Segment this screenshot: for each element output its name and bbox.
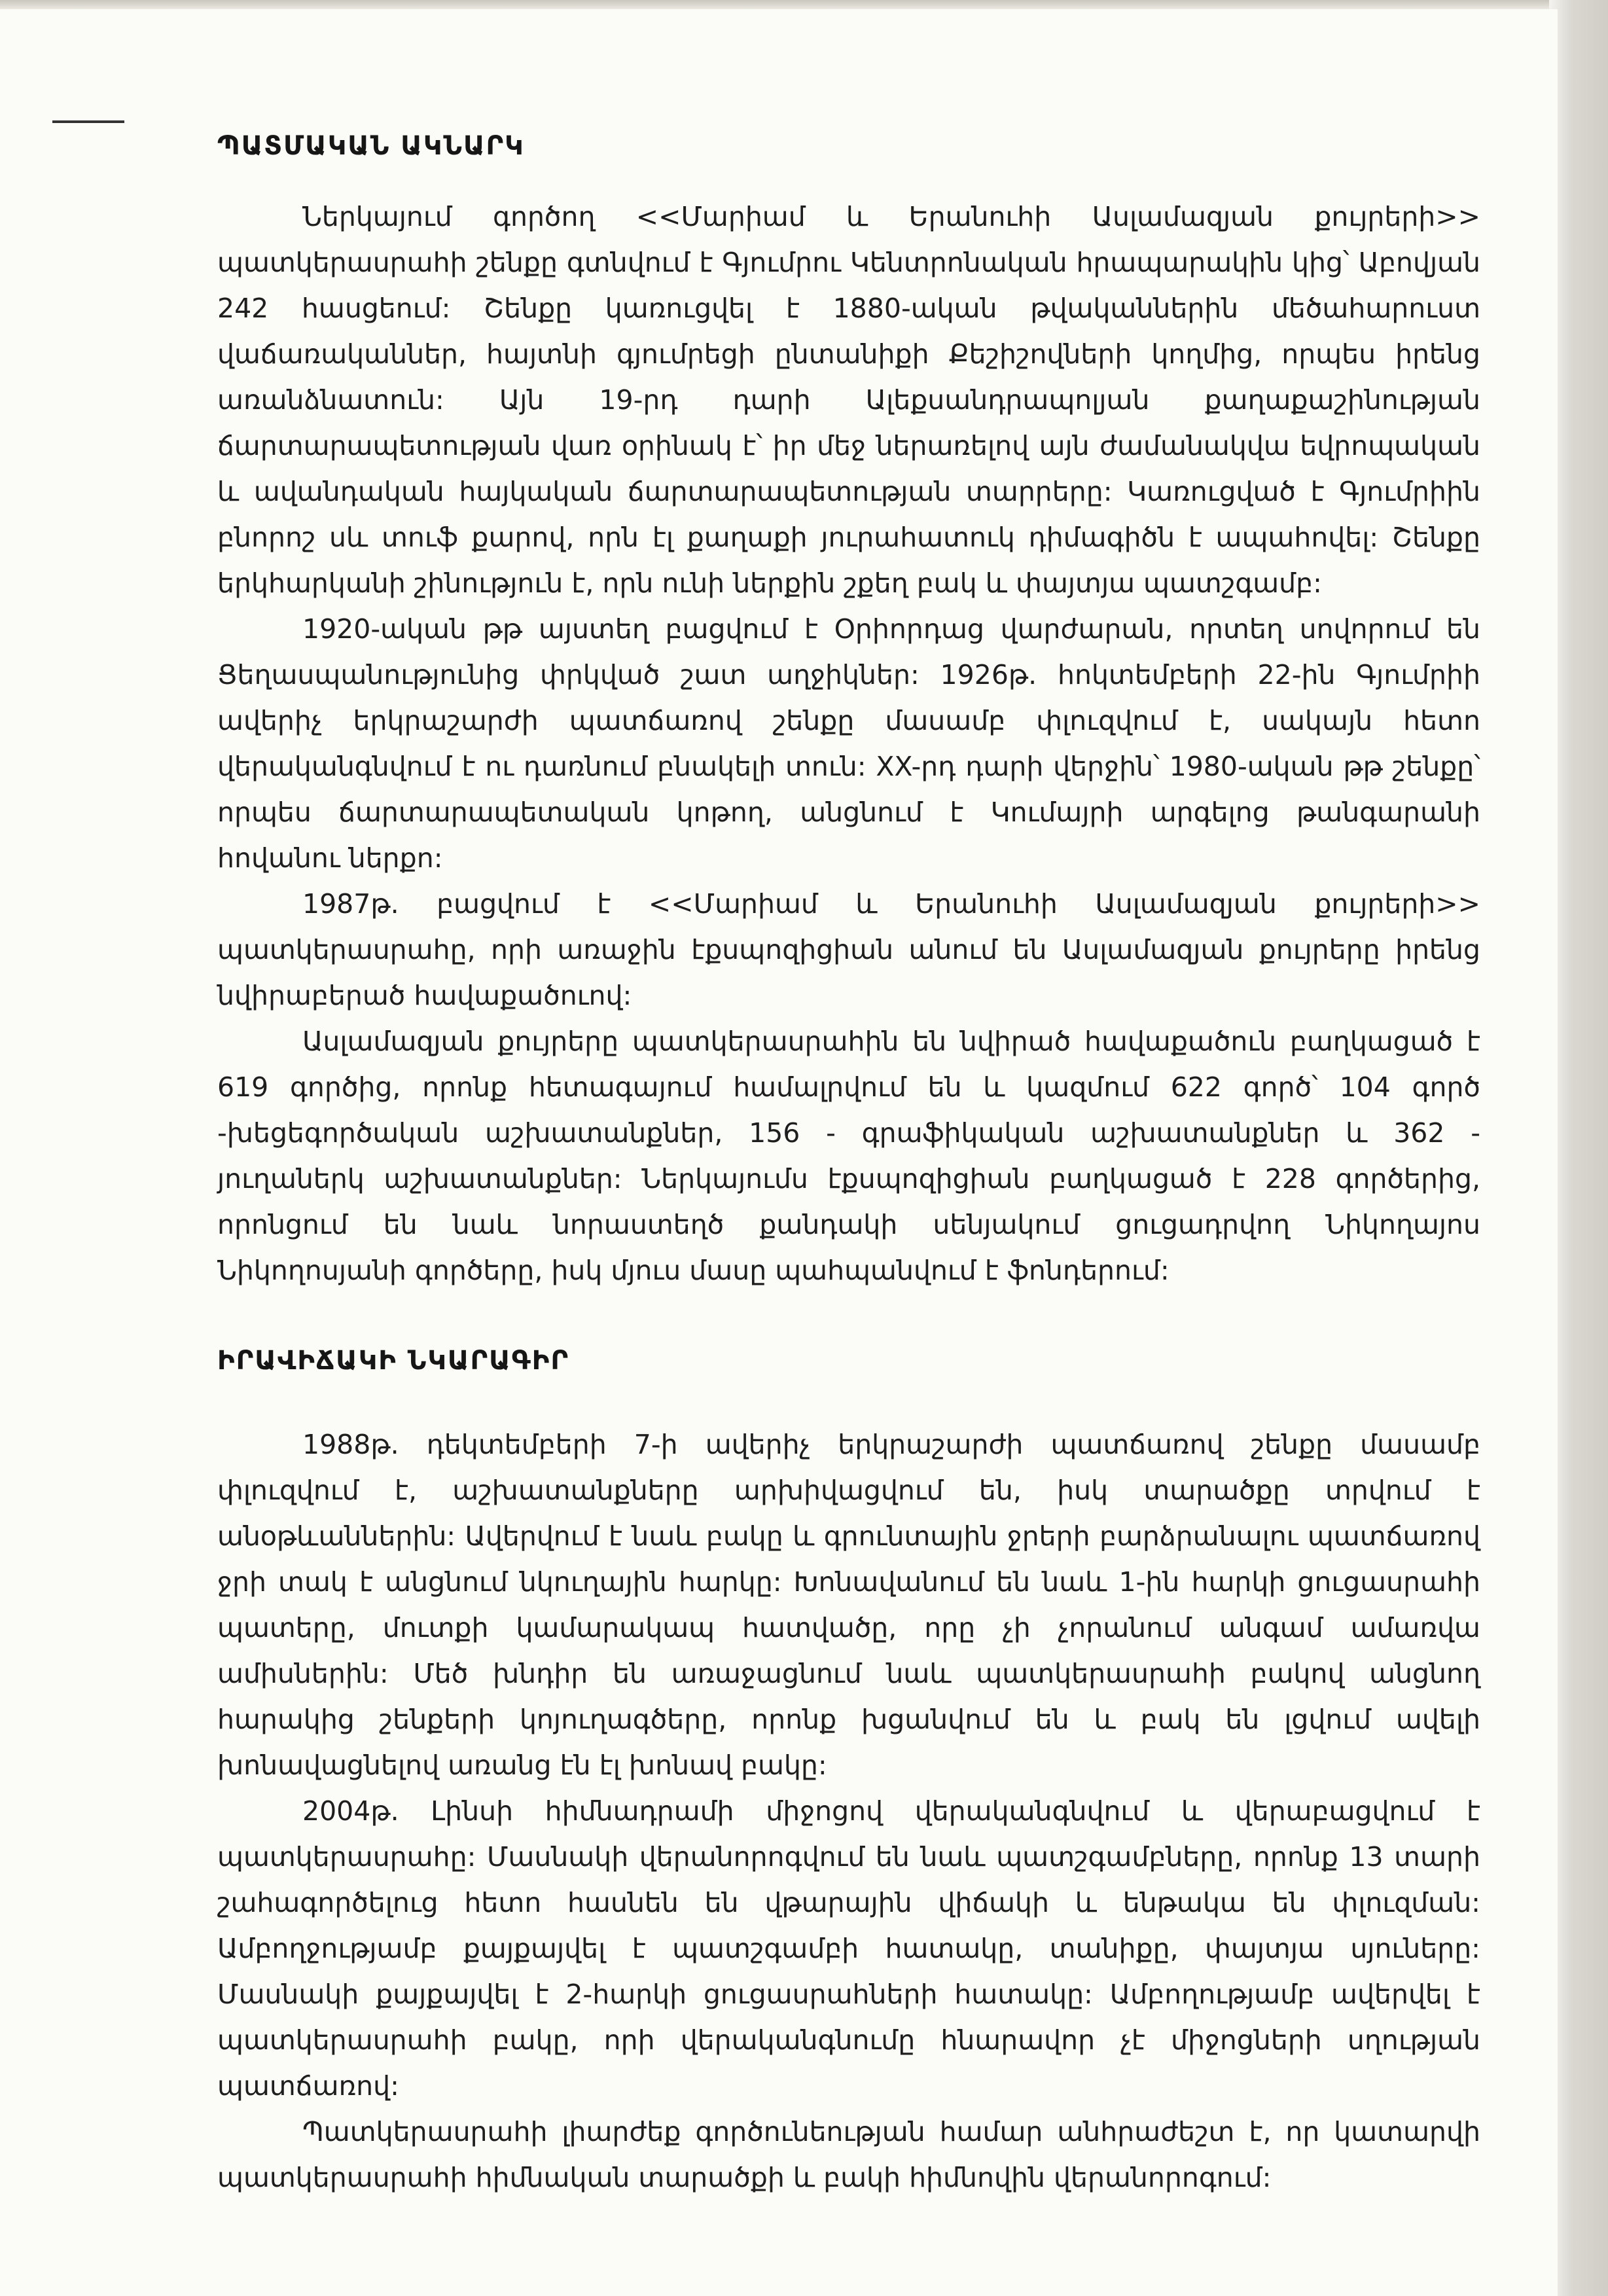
corner-mark (52, 120, 124, 123)
paragraph: 1988թ. դեկտեմբերի 7-ի ավերիչ երկրաշարժի պատճառով շենքը մասամբ փլուզվում է, աշխատանքները արխիվացվում են, իսկ տարածքը տրվում է անօթևաններին: Ավերվում է նաև բակը և գրունտային ջրերի բարձրանալու պատճառով ջրի տակ է անցնում նկուղային հարկը: Խոնավանում են նաև 1-ին հարկի ցուցասրահի պատերը, մուտքի կամարակապ հատվածը, որը չի չորանում անգամ ամառվա ամիսներին: Մեծ խնդիր են առաջացնում նաև պատկերասրահի բակով անցնող հարակից շենքերի կոյուղագծերը, որոնք խցանվում են և բակ են լցվում ավելի խոնավացնելով առանց էն էլ խոնավ բակը: (217, 1429, 1480, 1781)
paragraph: 2004թ. Լինսի հիմնադրամի միջոցով վերականգնվում և վերաբացվում է պատկերասրահը: Մասնակի վերանորոգվում են նաև պատշգամբները, որոնք 13 տարի շահագործելուց հետո հասնեն են վթարային վիճակի և ենթակա են փլուզման: Ամբողջությամբ քայքայվել է պատշգամբի հատակը, տանիքը, փայտյա սյուները: Մասնակի քայքայվել է 2-հարկի ցուցասրահների հատակը: Ամբողությամբ ավերվել է պատկերասրահի բակը, որի վերականգնումը հնարավոր չէ միջոցների սղության պատճառով: (217, 1795, 1480, 2102)
scan-top-edge (0, 0, 1608, 9)
paragraph: Ասլամազյան քույրերը պատկերասրահին են նվիրած հավաքածուն բաղկացած է 619 գործից, որոնք հետագայում համալրվում են և կազմում 622 գործ՝ 104 գործ -խեցեգործական աշխատանքներ, 156 - գրաֆիկական աշխատանքներ և 362 - յուղաներկ աշխատանքներ: Ներկայումս էքսպոզիցիան բաղկացած է 228 գործերից, որոնցում են նաև նորաստեղծ քանդակի սենյակում ցուցադրվող Նիկողայոս Նիկողոսյանի գործերը, իսկ մյուս մասը պահպանվում է ֆոնդերում: (217, 1026, 1480, 1286)
paragraph: 1987թ. բացվում է <<Մարիամ և Երանուհի Ասլամազյան քույրերի>> պատկերասրահը, որի առաջին էքսպոզիցիան անում են Ասլամազյան քույրերը իրենց նվիրաբերած հավաքածուով: (217, 888, 1480, 1011)
scan-right-edge (1549, 0, 1608, 2296)
paragraph: 1920-ական թթ այստեղ բացվում է Օրիորդաց վարժարան, որտեղ սովորում են Ցեղասպանությունից փրկված շատ աղջիկներ: 1926թ. հոկտեմբերի 22-ին Գյումրիի ավերիչ երկրաշարժի պատճառով շենքը մասամբ փլուզվում է, սակայն հետո վերականգնվում է ու դառնում բնակելի տուն: XX-րդ դարի վերջին՝ 1980-ական թթ շենքը՝ որպես ճարտարապետական կոթող, անցնում է Կումայրի արգելոց թանգարանի հովանու ներքո: (217, 613, 1480, 874)
paragraph: Պատկերասրահի լիարժեք գործունեության համար անհրաժեշտ է, որ կատարվի պատկերասրահի հիմնական տարածքի և բակի հիմնովին վերանորոգում: (217, 2116, 1480, 2193)
section-heading-historical-overview: ՊԱՏՄԱԿԱՆ ԱԿՆԱՐԿ (217, 131, 525, 161)
document-content (217, 131, 1480, 2200)
section-heading-situation-description: ԻՐԱՎԻՃԱԿԻ ՆԿԱՐԱԳԻՐ (217, 1346, 569, 1376)
paragraph: Ներկայում գործող <<Մարիամ և Երանուհի Ասլամազյան քույրերի>> պատկերասրահի շենքը գտնվում է Գյումրու Կենտրոնական հրապարակին կից՝ Աբովյան 242 հասցեում: Շենքը կառուցվել է 1880-ական թվականներին մեծահարուստ վաճառականներ, հայտնի գյումրեցի ընտանիքի Քեշիշովների կողմից, որպես իրենց առանձնատուն: Այն 19-րդ դարի Ալեքսանդրապոլյան քաղաքաշինության ճարտարապետության վառ օրինակ է՝ իր մեջ ներառելով այն ժամանակվա եվրոպական և ավանդական հայկական ճարտարապետության տարրերը: Կառուցված է Գյումրիին բնորոշ սև տուֆ քարով, որն էլ քաղաքի յուրահատուկ դիմագիծն է ապահովել: Շենքը երկհարկանի շինություն է, որն ունի ներքին շքեղ բակ և փայտյա պատշգամբ: (217, 201, 1480, 599)
